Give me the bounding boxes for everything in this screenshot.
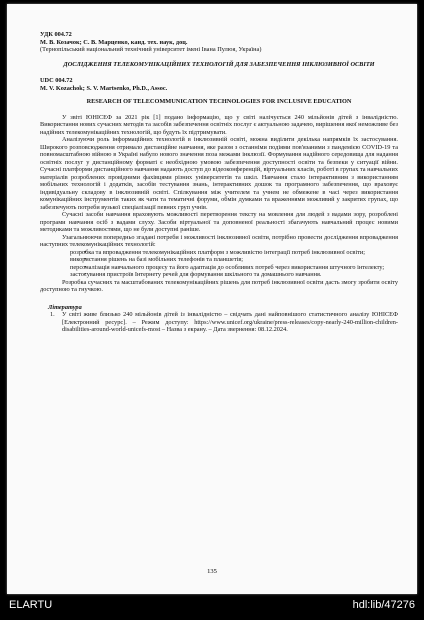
udc-en: UDC 004.72 [40, 77, 73, 84]
bullet-item: • застосування пристроїв Інтернету речей для формування шкільного та домашнього навчання. [40, 271, 398, 279]
reference-item [40, 311, 398, 334]
page-number: 135 [207, 568, 217, 575]
reference-number: 1. [50, 311, 55, 318]
udc-ua: УДК 004.72 [40, 31, 72, 38]
title-en: RESEARCH OF TELECOMMUNICATION TECHNOLOGIES FOR INCLUSIVE EDUCATION [86, 98, 352, 105]
paragraph-5: Розробка сучасних та масштабованих телекомунікаційних рішень для потреб інклюзивної освіти дасть змогу зробити освіту доступною та гнучкою. [40, 278, 398, 293]
document-page [7, 4, 417, 594]
paragraph-4: Узагальнюючи попередньо згадані потреби і можливості інклюзивної освіти, потрібно провести дослідження впровадження наступних телекомунікаційних технологій: [40, 233, 398, 248]
affiliation-ua: (Тернопільський національний технічний університет імені Івана Пулюя, Україна) [40, 46, 262, 53]
bullet-item: • розробка та впровадження телекомунікаційних платформ з можливістю інтеграції потреб інклюзивної освіти; [40, 249, 398, 257]
paragraph-2: Аналізуючи роль інформаційних технологій в інклюзивній освіті, можна виділити декілька напрямків їх застосування. Широкого розповсюдження отримало дистанційне навчання, яке разом з останніми подіями пов'язаними з пандемією COVID-19 та повномасштабною війною в Україні набуло нового значення поза межами інклюзії. Формування надійного середовища для надання освітніх послуг у дистанційному форматі є необхідною умовою забезпечення доступності освіти та безпеки у ситуації війни. Сучасні платформи дистанційного навчання надають доступ до відеоконференцій, віртуальних класів, роботі в групах та навчальних матеріалів розроблених провідними фахівцями різних університетів та шкіл. Навчання стало інтерактивним з використанням мобільних технологій і додатків, засобів тестування знань, інтерактивних дошок та програмного забезпечення, що враховує індивідуальну складову в інклюзивній освіті. Спілкування між учителем та учнем не обмежене в часі через використання комунікаційних інструментів таких як чати та тематичні форуми, обмін думками та враженнями можливий у закритих групах, що забезпечують потреби вузької спеціалізації певних груп учнів. [40, 136, 398, 211]
bullet-item: • персоналізація навчального процесу та його адаптація до особливих потреб через використання штучного інтелекту; [40, 264, 398, 272]
bullet-item: • використання рішень на базі мобільних телефонів та планшетів; [40, 256, 398, 264]
page-content [40, 31, 398, 334]
handle-label: hdl:lib/47276 [352, 599, 415, 611]
authors-ua: М. В. Козачок; С. В. Марценко, канд. тех. наук, доц. [40, 38, 188, 46]
paragraph-1: У звіті ЮНІСЕФ за 2021 рік [1] подано інформацію, що у світі налічується 240 мільйонів дітей з інвалідністю. Використання нових сучасних методів та засобів забезпечення освітніх послуг є актуальною задачею, вирішення якої неможливе без надійних телекомунікаційних технологій, що будуть їх підтримувати. [40, 113, 398, 136]
repository-label: ELARTU [9, 599, 53, 611]
title-ua: ДОСЛІДЖЕННЯ ТЕЛЕКОМУНІКАЦІЙНИХ ТЕХНОЛОГІЙ ДЛЯ ЗАБЕЗПЕЧЕННЯ ІНКЛЮЗИВНОЇ ОСВІТИ [63, 60, 375, 68]
literature-heading: Література [48, 303, 82, 311]
authors-en: M. V. Kozachok; S. V. Martsenko, Ph.D., Assoc. [40, 84, 168, 92]
paragraph-3: Сучасні засоби навчання враховують можливості перетворення тексту на мовлення для людей з вадами зору, розроблені програми навчання осіб з вадами слуху. Засоби віртуальної та доповненої реальності збагачують навчальний процес новими методиками та можливостями, що не були доступні раніше. [40, 211, 398, 233]
reference-text: У світі живе близько 240 мільйонів дітей із інвалідністю – свідчать дані найповнішого статистичного аналізу ЮНІСЕФ [Електронний ресурс]. – Режим доступу: https://www.unicef.org/ukraine/press-releases/copy-nearly-240-million-children-disabilities-around-world-unicefs-most – Назва з екрану. – Дата звернення: 08.12.2024. [62, 311, 398, 333]
